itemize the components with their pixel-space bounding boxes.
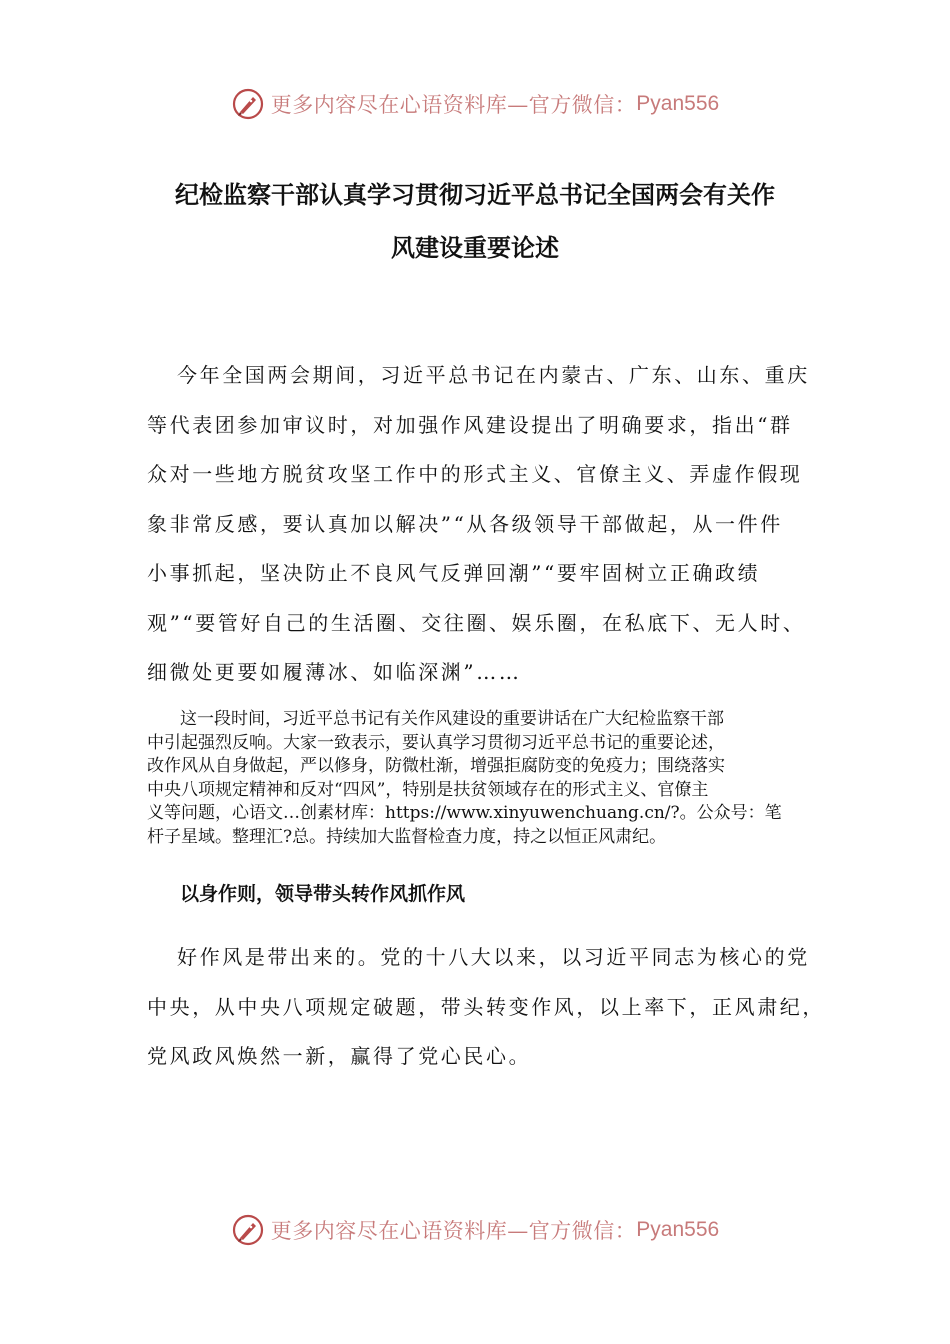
section-heading: 以身作则，领导带头转作风抓作风 — [180, 883, 466, 905]
watermark-wechat-id: Pyan556 — [636, 92, 720, 115]
paragraph-line: 今年全国两会期间，习近平总书记在内蒙古、广东、山东、重庆 — [177, 363, 810, 387]
paragraph-1 — [147, 351, 811, 698]
paragraph-line: 中央八项规定精神和反对“四风”，特别是扶贫领域存在的形式主义、官僚主 — [147, 779, 709, 800]
paragraph-line: 这一段时间，习近平总书记有关作风建设的重要讲话在广大纪检监察干部 — [180, 709, 724, 729]
paragraph-line: 好作风是带出来的。党的十八大以来，以习近平同志为核心的党 — [177, 945, 810, 969]
document-title-line-1: 纪检监察干部认真学习贯彻习近平总书记全国两会有关作 — [175, 181, 775, 209]
paragraph-line: 观”“要管好自己的生活圈、交往圈、娱乐圈，在私底下、无人时、 — [147, 610, 806, 635]
pen-nib-circle-icon — [231, 1213, 265, 1247]
paragraph-line: 等代表团参加审议时，对加强作风建设提出了明确要求，指出“群 — [147, 412, 793, 437]
paragraph-2 — [147, 708, 811, 849]
paragraph-line: 小事抓起，坚决防止不良风气反弹回潮”“要牢固树立正确政绩 — [147, 561, 761, 585]
document-title-line-2: 风建设重要论述 — [391, 234, 559, 262]
paragraph-3 — [147, 933, 825, 1082]
paragraph-line: 杆子星域。整理汇?总。持续加大监督检查力度，持之以恒正风肃纪。 — [147, 826, 667, 847]
paragraph-line: 细微处更要如履薄冰、如临深渊”…… — [147, 660, 522, 684]
watermark-wechat-id: Pyan556 — [636, 1218, 720, 1241]
header-watermark — [0, 84, 950, 124]
paragraph-line: 象非常反感，要认真加以解决”“从各级领导干部做起，从一件件 — [147, 511, 783, 536]
paragraph-line: 改作风从自身做起，严以修身，防微杜渐，增强拒腐防变的免疫力；围绕落实 — [147, 756, 725, 776]
paragraph-line: 中引起强烈反响。大家一致表示，要认真学习贯彻习近平总书记的重要论述， — [147, 732, 725, 753]
paragraph-line: 义等问题，心语文…创素材库：https://www.xinyuwenchuang.cn/?。公众号：笔 — [147, 803, 782, 823]
paragraph-line: 众对一些地方脱贫攻坚工作中的形式主义、官僚主义、弄虚作假现 — [147, 462, 803, 486]
watermark-text: 更多内容尽在心语资料库—官方微信： — [270, 93, 637, 117]
paragraph-line: 中央，从中央八项规定破题，带头转变作风，以上率下，正风肃纪， — [147, 994, 825, 1019]
watermark-text: 更多内容尽在心语资料库—官方微信： — [270, 1219, 637, 1243]
footer-watermark — [0, 1210, 950, 1250]
pen-nib-circle-icon — [231, 87, 265, 121]
paragraph-line: 党风政风焕然一新，赢得了党心民心。 — [147, 1044, 532, 1068]
